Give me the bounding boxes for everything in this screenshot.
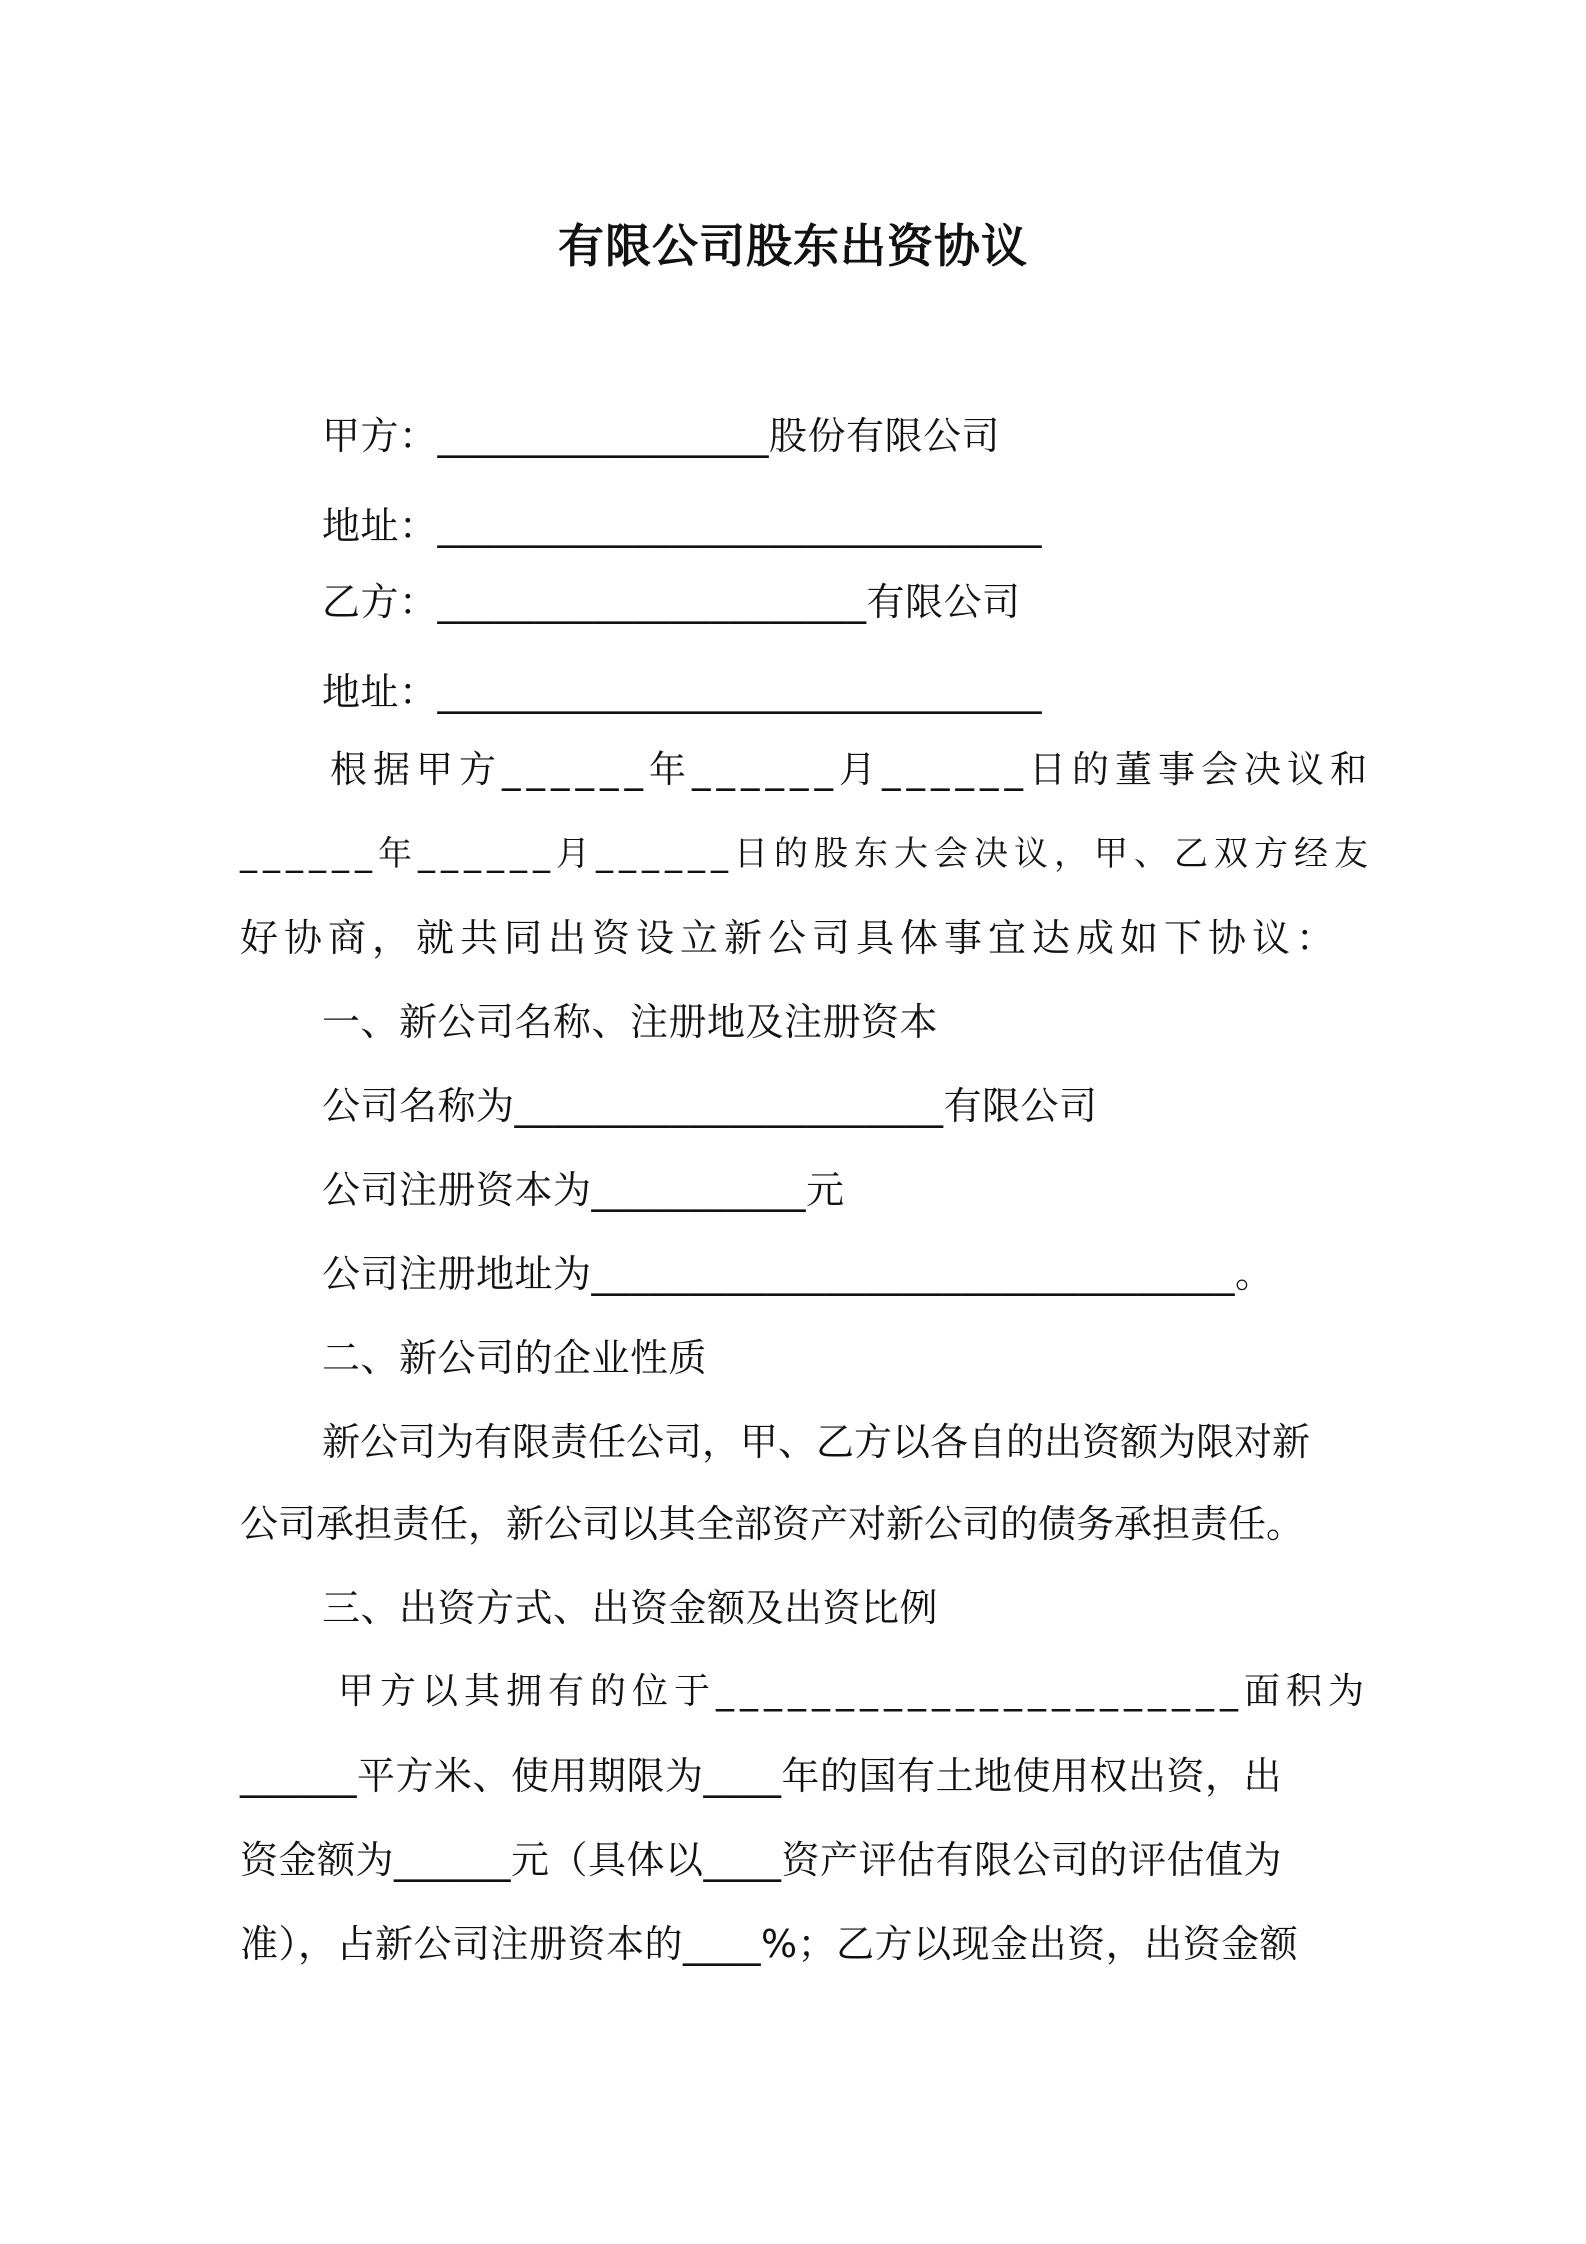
registered-address-line: 公司注册地址为_________________________________。 <box>322 1252 1274 1296</box>
section-3-line-2: ______平方米、使用期限为____年的国有土地使用权出资，出 <box>240 1754 1283 1798</box>
company-name-line: 公司名称为______________________有限公司 <box>322 1084 1098 1128</box>
preamble-line-3: 好协商，就共同出资设立新公司具体事宜达成如下协议： <box>240 916 1341 960</box>
registered-capital-line: 公司注册资本为___________元 <box>322 1168 845 1212</box>
party-b-line: 乙方：______________________有限公司 <box>322 580 1021 624</box>
preamble-line-2: ______年______月______日的股东大会决议，甲、乙双方经友 <box>240 834 1374 874</box>
section-2-line-2: 公司承担责任，新公司以其全部资产对新公司的债务承担责任。 <box>240 1502 1305 1546</box>
section-1-heading: 一、新公司名称、注册地及注册资本 <box>322 1000 939 1044</box>
section-2-line-1: 新公司为有限责任公司，甲、乙方以各自的出资额为限对新 <box>322 1420 1311 1464</box>
party-a-address-line: 地址：_______________________________ <box>322 504 1043 548</box>
document-title: 有限公司股东出资协议 <box>558 219 1028 273</box>
party-a-line: 甲方：_________________股份有限公司 <box>322 414 1001 458</box>
section-3-line-4: 准），占新公司注册资本的____%；乙方以现金出资，出资金额 <box>240 1922 1299 1966</box>
section-3-line-3: 资金额为______元（具体以____资产评估有限公司的评估值为 <box>240 1838 1283 1882</box>
party-b-address-line: 地址：_______________________________ <box>322 670 1043 714</box>
section-2-heading: 二、新公司的企业性质 <box>322 1336 708 1380</box>
section-3-heading: 三、出资方式、出资金额及出资比例 <box>322 1586 939 1630</box>
section-3-line-1: 甲方以其拥有的位于______________________面积为 <box>338 1671 1371 1712</box>
preamble-line-1: 根据甲方______年______月______日的董事会决议和 <box>330 748 1373 791</box>
